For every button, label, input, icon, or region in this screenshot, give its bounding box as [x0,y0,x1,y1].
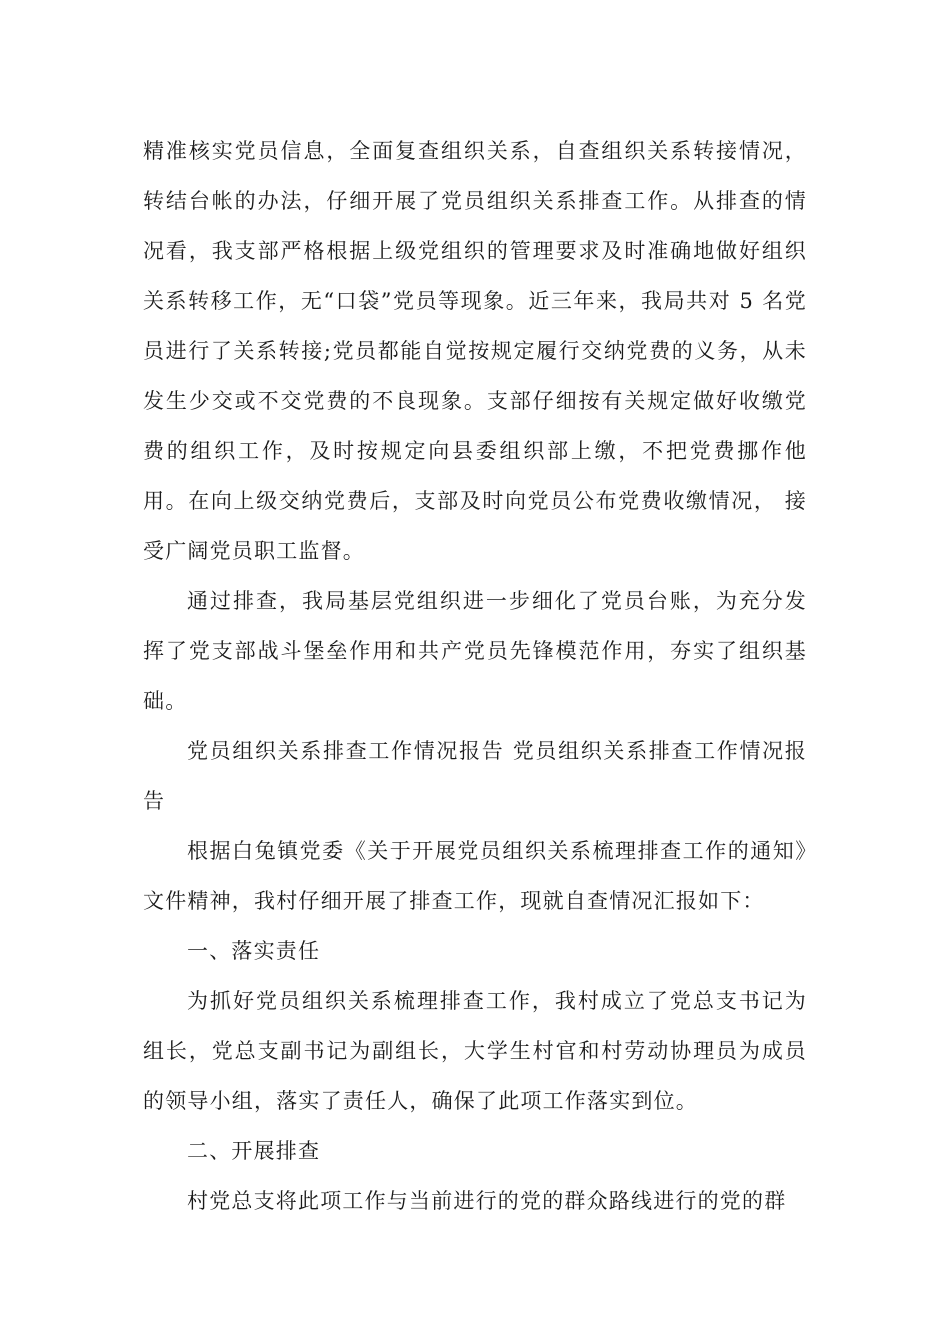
paragraph-section-2: 村党总支将此项工作与当前进行的党的群众路线进行的党的群 [187,1189,787,1213]
paragraph-continuation: 精准核实党员信息，全面复查组织关系，自查组织关系转接情况，转结台帐的办法，仔细开展了党员组织关系排查工作。从排查的情况看，我支部严格根据上级党组织的管理要求及时准确地做好组织关系转移工作，无“口袋”党员等现象。近三年来，我局共对 5 名党员进行了关系转接;党员都能自觉按规定履行交纳党费的义务，从未发生少交或不交党费的不良现象。支部仔细按有关规定做好收缴党费的组织工作，及时按规定向县委组织部上缴，不把党费挪作他用。在向上级交纳党费后，支部及时向党员公布党费收缴情况， 接受广阔党员职工监督。 [143,139,807,563]
paragraph-section-1: 为抓好党员组织关系梳理排查工作，我村成立了党总支书记为组长，党总支副书记为副组长，大学生村官和村劳动协理员为成员的领导小组，落实了责任人，确保了此项工作落实到位。 [143,989,807,1113]
paragraph-intro: 根据白兔镇党委《关于开展党员组织关系梳理排查工作的通知》文件精神，我村仔细开展了排查工作，现就自查情况汇报如下： [143,839,807,913]
section-heading-2: 二、开展排查 [187,1139,321,1163]
paragraph-summary: 通过排查，我局基层党组织进一步细化了党员台账，为充分发挥了党支部战斗堡垒作用和共产党员先锋模范作用，夯实了组织基础。 [143,589,807,713]
section-heading-1: 一、落实责任 [187,939,321,963]
document-body [143,126,807,1226]
report-title: 党员组织关系排查工作情况报告 党员组织关系排查工作情况报告 [143,739,807,813]
